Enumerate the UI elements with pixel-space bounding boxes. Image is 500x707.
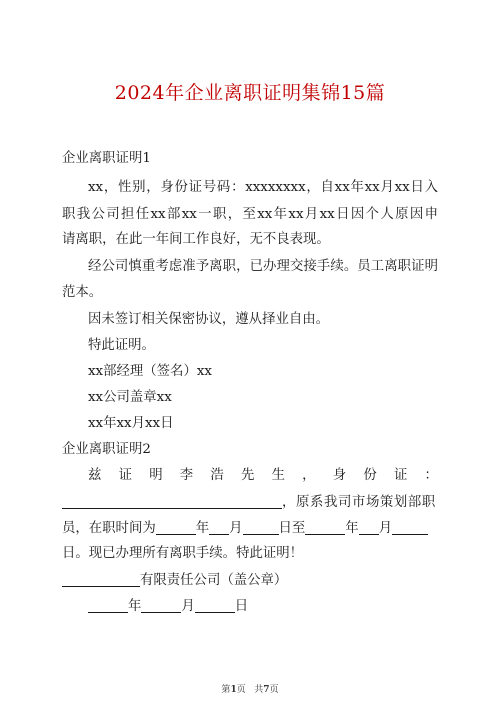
cert2-line2-text: ，原系我司市场策划部职: [282, 495, 436, 510]
sign-year-blank: [88, 598, 128, 613]
cert1-para1-line2: 职我公司担任xx部xx一职，至xx年xx月xx日因个人原因申: [62, 207, 438, 222]
id-number-blank: [62, 494, 282, 509]
cert1-para1-line3: 请离职，在此一年间工作良好，无不良表现。: [62, 232, 330, 247]
company-seal-label: 有限责任公司（盖公章）: [140, 573, 288, 588]
start-year-blank: [156, 520, 196, 535]
year-label: 年: [128, 599, 142, 614]
cert2-heading: 企业离职证明2: [62, 442, 151, 457]
cert2-line1-char: 份: [363, 468, 377, 483]
cert2-line1-char: 生: [271, 468, 285, 483]
year-label: 年: [345, 521, 359, 536]
sign-day-blank: [195, 598, 235, 613]
cert2-line2: [62, 494, 436, 511]
cert2-line1-char: 李: [179, 468, 194, 483]
cert2-line3: [62, 520, 428, 537]
cert2-line4: 日。现已办理所有离职手续。特此证明！: [62, 546, 304, 561]
page-footer: [0, 682, 500, 695]
cert2-line1-char: 先: [240, 468, 255, 483]
start-day-blank: [243, 520, 279, 535]
cert2-line1-char: 证: [118, 468, 132, 483]
day-label: 日: [234, 599, 249, 614]
cert2-line1-char: 浩: [210, 468, 224, 483]
cert2-line1-char: 身: [332, 468, 347, 483]
cert1-para2-line2: 范本。: [62, 285, 103, 300]
company-name-blank: [62, 572, 140, 587]
current-page-number: 1: [230, 685, 237, 695]
month-label: 月: [229, 521, 243, 536]
end-year-blank: [305, 520, 345, 535]
cert2-line1-char: 兹: [88, 468, 102, 483]
footer-prefix: 第: [221, 685, 231, 695]
month-label: 月: [378, 521, 393, 536]
cert1-para1-line1: xx，性别，身份证号码：xxxxxxxx，自xx年xx月xx日入: [88, 180, 438, 195]
day-to-label: 日至: [278, 521, 306, 536]
cert1-date: xx年xx月xx日: [88, 416, 174, 431]
footer-suffix: 页: [269, 685, 279, 695]
cert2-line1-char: ，: [302, 468, 316, 483]
cert2-line1-char: 证: [393, 468, 408, 483]
year-label: 年: [195, 521, 210, 536]
month-label: 月: [181, 599, 195, 614]
end-day-blank: [392, 520, 428, 535]
cert2-date-line: [88, 598, 248, 615]
cert1-para4: 特此证明。: [88, 338, 155, 353]
total-pages-number: 7: [263, 685, 270, 695]
cert1-para3: 因未签订相关保密协议，遵从择业自由。: [88, 312, 330, 327]
cert1-para2-line1: 经公司慎重考虑准予离职，已办理交接手续。员工离职证明: [88, 259, 438, 274]
cert2-line1-char: ：: [424, 468, 438, 483]
sign-month-blank: [141, 598, 181, 613]
cert2-line1-char: 明: [149, 468, 163, 483]
cert1-company-seal: xx公司盖章xx: [88, 390, 172, 405]
document-title: 2024年企业离职证明集锦15篇: [114, 82, 386, 104]
end-month-blank: [359, 520, 379, 535]
cert2-line3-text: 员，在职时间为: [62, 521, 156, 536]
cert1-heading: 企业离职证明1: [62, 151, 151, 166]
footer-middle: 页 共: [236, 685, 264, 695]
cert2-line5: [62, 572, 287, 589]
cert1-manager-sign: xx部经理（签名）xx: [88, 364, 212, 379]
cert2-line1: [88, 468, 438, 484]
start-month-blank: [209, 520, 229, 535]
